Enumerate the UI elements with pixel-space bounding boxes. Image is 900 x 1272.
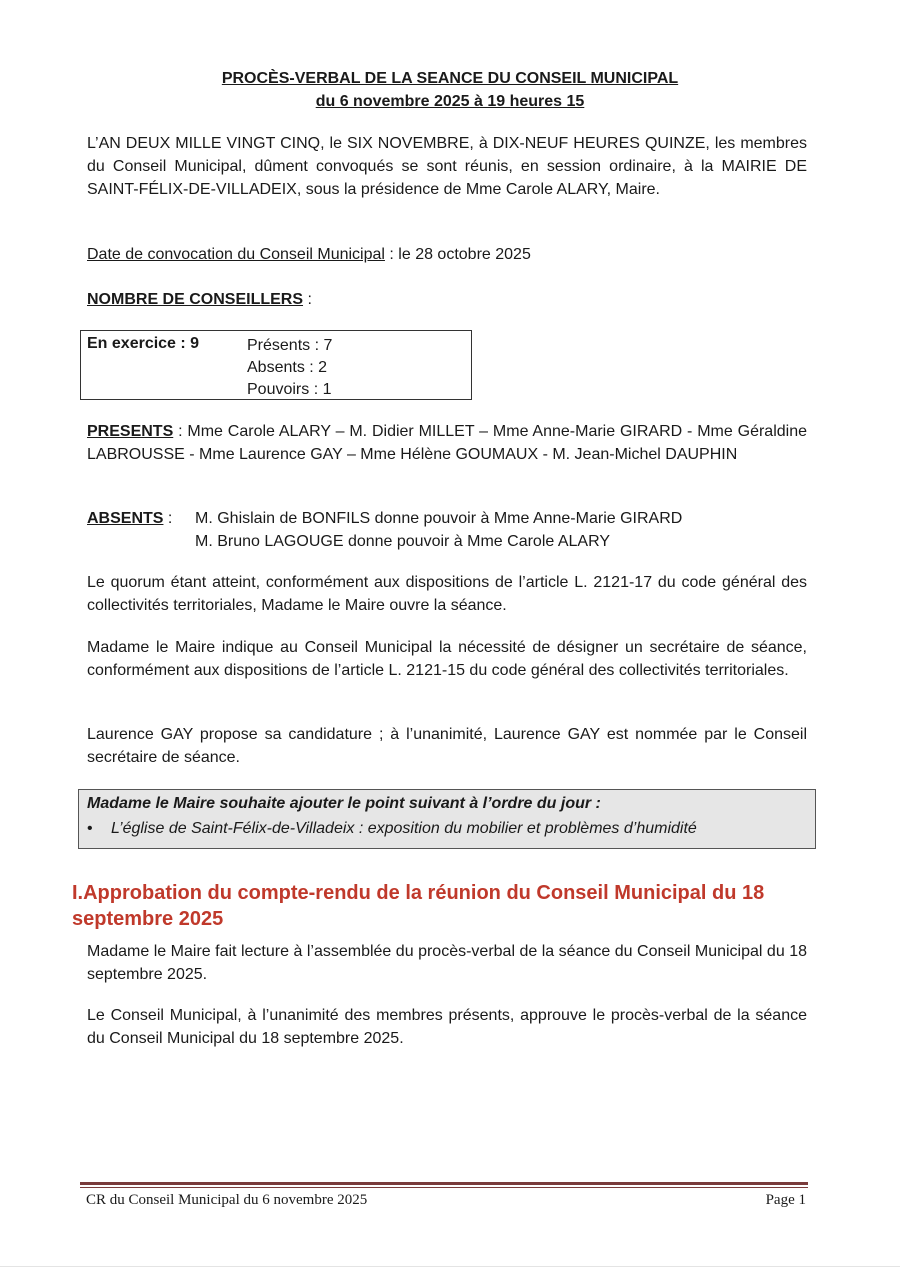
agenda-item	[87, 820, 697, 838]
convocation-value: : le 28 octobre 2025	[384, 246, 531, 263]
counts-list	[247, 335, 332, 401]
absents-label-line	[87, 510, 172, 528]
counts-box	[80, 330, 472, 400]
intro-paragraph: L’AN DEUX MILLE VINGT CINQ, le SIX NOVEMBRE, à DIX-NEUF HEURES QUINZE, les membres du Conseil Municipal, dûment convoqués se sont réunis, en session ordinaire, à la MAIRIE DE SAINT-FÉLIX-DE-VILLADEIX, sous la présidence de Mme Carole ALARY, Maire.	[87, 135, 807, 198]
absents-label: ABSENTS	[87, 510, 164, 527]
absent-line: M. Ghislain de BONFILS donne pouvoir à Mme Anne-Marie GIRARD	[195, 510, 683, 527]
footer-document-name: CR du Conseil Municipal du 6 novembre 2025	[86, 1192, 368, 1208]
agenda-heading: Madame le Maire souhaite ajouter le point suivant à l’ordre du jour :	[87, 795, 601, 812]
agenda-box	[78, 789, 816, 849]
absent-line: M. Bruno LAGOUGE donne pouvoir à Mme Carole ALARY	[195, 533, 611, 550]
convocation-line	[87, 243, 807, 266]
absents-count: Absents : 2	[247, 359, 328, 376]
presents-list: : Mme Carole ALARY – M. Didier MILLET – Mme Anne-Marie GIRARD - Mme Géraldine LABROUSSE - Mme Laurence GAY – Mme Hélène GOUMAUX - M. Jean-Michel DAUPHIN	[87, 423, 807, 463]
footer-page-number: Page 1	[765, 1192, 806, 1208]
pouvoirs-count: Pouvoirs : 1	[247, 381, 332, 398]
candidature-paragraph: Laurence GAY propose sa candidature ; à l’unanimité, Laurence GAY est nommée par le Conseil secrétaire de séance.	[87, 726, 807, 766]
document-title-line1: PROCÈS-VERBAL DE LA SEANCE DU CONSEIL MUNICIPAL	[221, 70, 679, 87]
convocation-label: Date de convocation du Conseil Municipal	[87, 246, 385, 263]
counts-heading-suffix: :	[303, 291, 312, 308]
section-1-paragraph-2: Le Conseil Municipal, à l’unanimité des membres présents, approuve le procès-verbal de la séance du Conseil Municipal du 18 septembre 2025.	[87, 1007, 807, 1047]
scan-edge	[0, 1266, 900, 1267]
presents-count: Présents : 7	[247, 337, 333, 354]
agenda-item-text: L’église de Saint-Félix-de-Villadeix : exposition du mobilier et problèmes d’humidité	[111, 820, 697, 837]
counts-heading-line	[87, 288, 807, 311]
footer-divider	[80, 1182, 808, 1185]
secretaire-paragraph: Madame le Maire indique au Conseil Municipal la nécessité de désigner un secrétaire de séance, conformément aux dispositions de l’article L. 2121-15 du code général des collectivités territoriales.	[87, 639, 807, 679]
counts-heading: NOMBRE DE CONSEILLERS	[87, 291, 304, 308]
presents-paragraph	[87, 420, 807, 466]
document-title-line2: du 6 novembre 2025 à 19 heures 15	[315, 93, 585, 110]
footer-divider-thin	[80, 1187, 808, 1188]
absents-list	[195, 507, 682, 553]
en-exercice-label: En exercice : 9	[87, 335, 200, 352]
section-1-paragraph-1: Madame le Maire fait lecture à l’assemblée du procès-verbal de la séance du Conseil Municipal du 18 septembre 2025.	[87, 943, 807, 983]
presents-label: PRESENTS	[87, 423, 174, 440]
absents-label-suffix: :	[163, 510, 173, 527]
section-1-title: I.Approbation du compte-rendu de la réunion du Conseil Municipal du 18 septembre 2025	[72, 882, 765, 930]
bullet-icon: •	[87, 820, 93, 837]
quorum-paragraph: Le quorum étant atteint, conformément aux dispositions de l’article L. 2121-17 du code général des collectivités territoriales, Madame le Maire ouvre la séance.	[87, 574, 807, 614]
